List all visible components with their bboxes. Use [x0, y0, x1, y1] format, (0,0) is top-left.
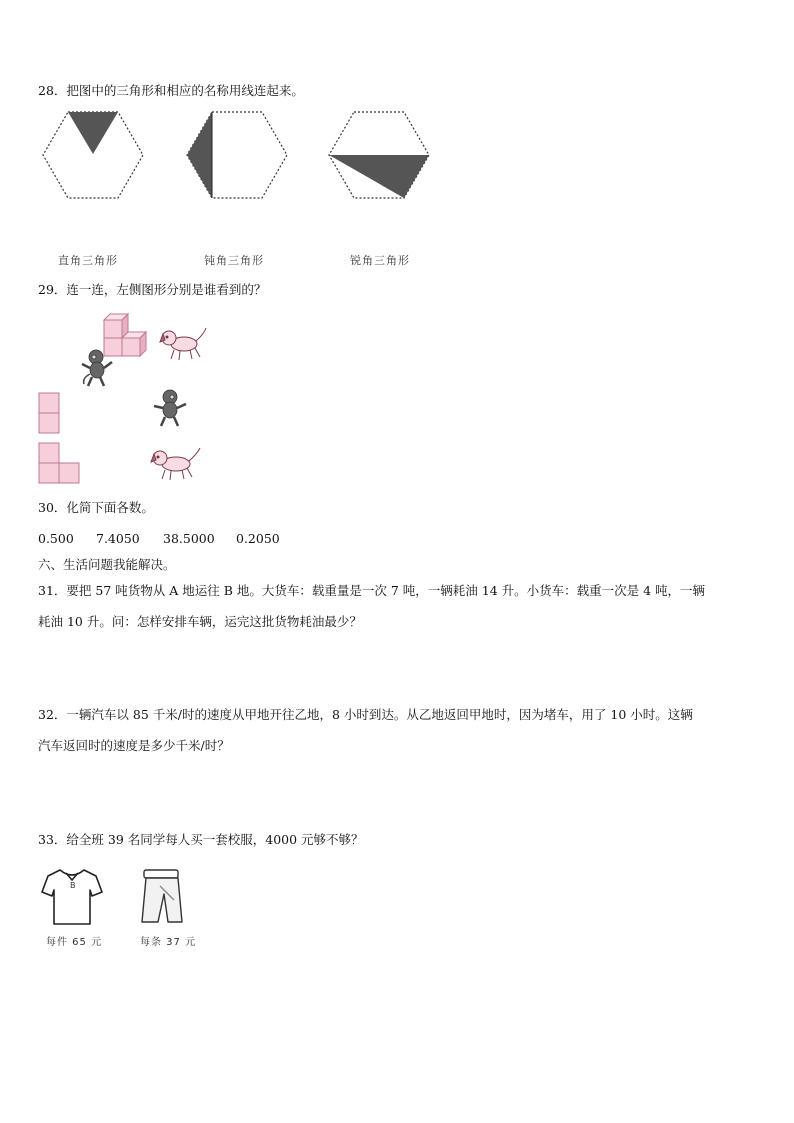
side-view-figure — [38, 442, 84, 484]
front-view-figure — [38, 392, 62, 434]
number-item: 0.2050 — [236, 531, 280, 546]
q33-text: 33．给全班 39 名同学每人买一套校服，4000 元够不够？ — [38, 832, 364, 847]
monkey-icon — [80, 348, 116, 388]
pants-icon — [138, 866, 188, 928]
q31-line2: 耗油 10 升。问：怎样安排车辆，运完这批货物耗油最少？ — [38, 614, 362, 629]
monkey-icon — [152, 388, 188, 428]
label-acute-triangle: 锐角三角形 — [350, 254, 410, 267]
number-item: 0.500 — [38, 531, 74, 546]
svg-text:B: B — [70, 881, 76, 890]
label-right-triangle: 直角三角形 — [58, 254, 118, 267]
hexagon-figure-1 — [42, 110, 146, 200]
hexagon-figure-3 — [328, 110, 432, 200]
pants-price: 每条 37 元 — [140, 937, 197, 948]
q31-line1: 31．要把 57 吨货物从 A 地运往 B 地。大货车：载重量是一次 7 吨，一辆耗油 14 升。小货车：载重一次是 4 吨，一辆 — [38, 583, 706, 598]
hexagon-figure-2 — [186, 110, 290, 200]
number-item: 38.5000 — [163, 531, 215, 546]
shirt-icon — [40, 866, 104, 928]
q32-line2: 汽车返回时的速度是多少千米/时？ — [38, 738, 230, 753]
q30-text: 30．化简下面各数。 — [38, 500, 154, 515]
dog-icon — [150, 446, 202, 482]
label-obtuse-triangle: 钝角三角形 — [204, 254, 264, 267]
q28-text: 28．把图中的三角形和相应的名称用线连起来。 — [38, 83, 304, 98]
q32-line1: 32．一辆汽车以 85 千米/时的速度从甲地开往乙地，8 小时到达。从乙地返回甲地时，因为堵车，用了 10 小时。这辆 — [38, 707, 693, 722]
q29-text: 29．连一连，左侧图形分别是谁看到的？ — [38, 282, 267, 297]
section-heading: 六、生活问题我能解决。 — [38, 557, 176, 572]
dog-icon — [160, 326, 208, 362]
shirt-price: 每件 65 元 — [46, 937, 103, 948]
number-item: 7.4050 — [96, 531, 140, 546]
